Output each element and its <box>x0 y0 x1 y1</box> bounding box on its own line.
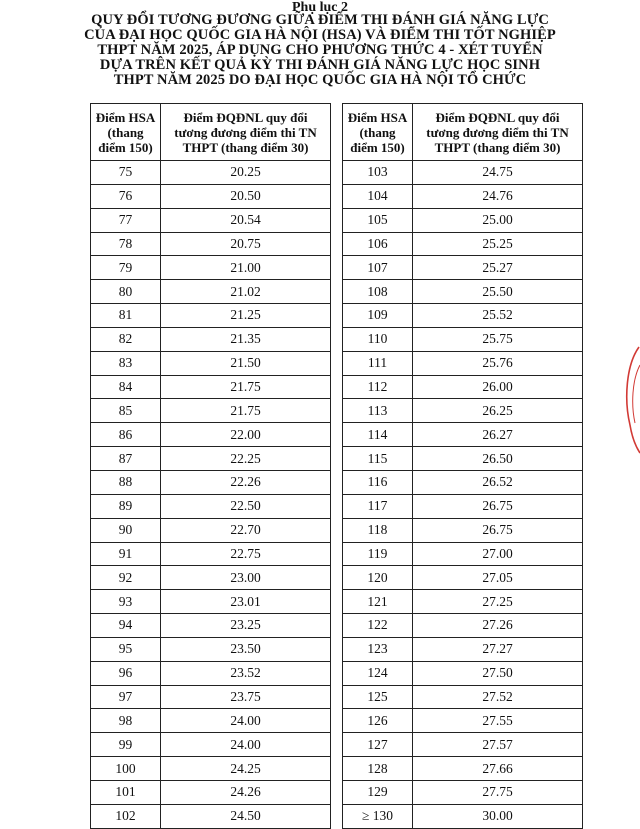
hsa-score-cell: 99 <box>91 733 161 757</box>
hsa-score-cell: 81 <box>91 304 161 328</box>
converted-score-cell: 27.52 <box>413 685 583 709</box>
converted-score-cell: 26.52 <box>413 470 583 494</box>
table-row <box>343 161 583 185</box>
red-stamp-edge <box>622 345 640 455</box>
table-row <box>91 470 331 494</box>
converted-score-cell: 22.25 <box>161 447 331 471</box>
converted-score-cell: 27.57 <box>413 733 583 757</box>
header-line: Điểm HSA <box>95 109 156 125</box>
title-line: QUY ĐỔI TƯƠNG ĐƯƠNG GIỮA ĐIỂM THI ĐÁNH GIÁ NĂNG LỰC <box>91 12 549 28</box>
table-row <box>91 280 331 304</box>
title-line: THPT NĂM 2025, ÁP DỤNG CHO PHƯƠNG THỨC 4 - XÉT TUYỂN <box>97 42 543 58</box>
hsa-score-cell: 126 <box>343 709 413 733</box>
converted-score-cell: 20.75 <box>161 232 331 256</box>
header-line: Điểm HSA <box>347 109 408 125</box>
converted-score-cell: 24.26 <box>161 780 331 804</box>
table-row <box>343 685 583 709</box>
table-row <box>343 614 583 638</box>
converted-score-cell: 24.50 <box>161 804 331 828</box>
table-row <box>91 232 331 256</box>
hsa-score-cell: 86 <box>91 423 161 447</box>
hsa-score-cell: 98 <box>91 709 161 733</box>
appendix-label: Phụ lục 2 <box>291 0 348 15</box>
table-row <box>91 327 331 351</box>
title-line: THPT NĂM 2025 DO ĐẠI HỌC QUỐC GIA HÀ NỘI TỔ CHỨC <box>113 72 527 88</box>
converted-score-cell: 27.75 <box>413 780 583 804</box>
converted-score-cell: 25.76 <box>413 351 583 375</box>
hsa-score-cell: 92 <box>91 566 161 590</box>
converted-score-cell: 26.75 <box>413 518 583 542</box>
hsa-score-cell: 101 <box>91 780 161 804</box>
header-line: THPT (thang điểm 30) <box>434 139 561 155</box>
converted-score-cell: 20.54 <box>161 208 331 232</box>
table-row <box>91 804 331 828</box>
converted-score-cell: 21.35 <box>161 327 331 351</box>
hsa-score-cell: 125 <box>343 685 413 709</box>
hsa-score-cell: 80 <box>91 280 161 304</box>
hsa-score-cell: 91 <box>91 542 161 566</box>
converted-score-cell: 27.26 <box>413 614 583 638</box>
converted-score-cell: 24.25 <box>161 757 331 781</box>
table-row <box>343 470 583 494</box>
table-row <box>343 566 583 590</box>
converted-score-cell: 25.50 <box>413 280 583 304</box>
table-row <box>343 256 583 280</box>
hsa-score-cell: 113 <box>343 399 413 423</box>
converted-score-cell: 25.00 <box>413 208 583 232</box>
table-row <box>343 280 583 304</box>
table-row <box>91 256 331 280</box>
table-row <box>343 494 583 518</box>
converted-score-cell: 22.00 <box>161 423 331 447</box>
converted-score-cell: 22.26 <box>161 470 331 494</box>
table-row <box>343 423 583 447</box>
table-row <box>343 327 583 351</box>
hsa-score-cell: 129 <box>343 780 413 804</box>
hsa-score-cell: 84 <box>91 375 161 399</box>
hsa-score-cell: 102 <box>91 804 161 828</box>
table-row <box>343 590 583 614</box>
converted-score-cell: 25.52 <box>413 304 583 328</box>
table-row <box>91 423 331 447</box>
converted-score-cell: 24.75 <box>413 161 583 185</box>
converted-score-cell: 25.27 <box>413 256 583 280</box>
table-row <box>343 542 583 566</box>
hsa-score-cell: 112 <box>343 375 413 399</box>
table-row <box>343 184 583 208</box>
hsa-score-cell: 105 <box>343 208 413 232</box>
hsa-score-cell: 88 <box>91 470 161 494</box>
header-line: tương đương điểm thi TN <box>426 124 569 140</box>
header-line: điểm 150) <box>350 139 405 155</box>
hsa-score-cell: 117 <box>343 494 413 518</box>
table-header-row <box>343 104 583 161</box>
table-row <box>91 780 331 804</box>
table-row <box>91 518 331 542</box>
header-line: THPT (thang điểm 30) <box>182 139 309 155</box>
converted-score-cell: 27.50 <box>413 661 583 685</box>
table-row <box>91 685 331 709</box>
table-row <box>343 375 583 399</box>
hsa-score-cell: 93 <box>91 590 161 614</box>
table-row <box>91 542 331 566</box>
table-row <box>343 804 583 828</box>
hsa-score-cell: 103 <box>343 161 413 185</box>
converted-score-cell: 23.01 <box>161 590 331 614</box>
hsa-score-cell: 89 <box>91 494 161 518</box>
converted-score-cell: 27.00 <box>413 542 583 566</box>
hsa-score-cell: 90 <box>91 518 161 542</box>
hsa-score-cell: 94 <box>91 614 161 638</box>
converted-score-cell: 20.25 <box>161 161 331 185</box>
table-row <box>91 447 331 471</box>
converted-score-cell: 26.50 <box>413 447 583 471</box>
converted-score-cell: 24.00 <box>161 709 331 733</box>
table-row <box>91 661 331 685</box>
converted-score-cell: 21.02 <box>161 280 331 304</box>
converted-score-cell: 27.27 <box>413 637 583 661</box>
hsa-score-cell: 118 <box>343 518 413 542</box>
hsa-score-cell: 122 <box>343 614 413 638</box>
converted-score-cell: 21.00 <box>161 256 331 280</box>
hsa-score-cell: 83 <box>91 351 161 375</box>
hsa-score-cell: 114 <box>343 423 413 447</box>
hsa-score-cell: 97 <box>91 685 161 709</box>
hsa-score-cell: 111 <box>343 351 413 375</box>
converted-score-cell: 26.00 <box>413 375 583 399</box>
header-line: Điểm ĐQĐNL quy đổi <box>183 109 308 125</box>
converted-score-cell: 23.00 <box>161 566 331 590</box>
table-row <box>343 637 583 661</box>
document-title <box>0 13 640 88</box>
hsa-score-cell: 121 <box>343 590 413 614</box>
header-line: Điểm ĐQĐNL quy đổi <box>435 109 560 125</box>
table-row <box>343 709 583 733</box>
hsa-score-cell: 127 <box>343 733 413 757</box>
converted-score-cell: 27.55 <box>413 709 583 733</box>
converted-score-cell: 22.70 <box>161 518 331 542</box>
table-row <box>91 733 331 757</box>
hsa-score-cell: 76 <box>91 184 161 208</box>
table-row <box>343 208 583 232</box>
hsa-score-cell: 75 <box>91 161 161 185</box>
hsa-score-cell: 110 <box>343 327 413 351</box>
table-row <box>343 518 583 542</box>
converted-score-cell: 21.75 <box>161 399 331 423</box>
converted-score-cell: 23.75 <box>161 685 331 709</box>
table-header-row <box>91 104 331 161</box>
table-row <box>343 304 583 328</box>
table-row <box>91 709 331 733</box>
table-row <box>91 208 331 232</box>
converted-score-cell: 25.75 <box>413 327 583 351</box>
converted-score-cell: 27.25 <box>413 590 583 614</box>
converted-score-cell: 30.00 <box>413 804 583 828</box>
table-row <box>91 399 331 423</box>
table-row <box>343 399 583 423</box>
converted-score-cell: 22.50 <box>161 494 331 518</box>
hsa-score-cell: 108 <box>343 280 413 304</box>
conversion-table-left <box>90 103 331 829</box>
hsa-score-cell: 116 <box>343 470 413 494</box>
converted-score-cell: 23.25 <box>161 614 331 638</box>
converted-score-cell: 27.05 <box>413 566 583 590</box>
table-row <box>91 494 331 518</box>
converted-score-cell: 23.50 <box>161 637 331 661</box>
table-row <box>91 566 331 590</box>
table-row <box>343 780 583 804</box>
table-row <box>91 614 331 638</box>
hsa-score-cell: 96 <box>91 661 161 685</box>
hsa-score-cell: 119 <box>343 542 413 566</box>
hsa-score-cell: 95 <box>91 637 161 661</box>
table-row <box>343 661 583 685</box>
header-line: điểm 150) <box>98 139 153 155</box>
converted-score-cell: 26.27 <box>413 423 583 447</box>
header-converted-score <box>413 104 583 161</box>
hsa-score-cell: 128 <box>343 757 413 781</box>
table-row <box>343 351 583 375</box>
conversion-table-right <box>342 103 583 829</box>
hsa-score-cell: 120 <box>343 566 413 590</box>
table-row <box>343 733 583 757</box>
header-line: (thang <box>359 124 396 140</box>
converted-score-cell: 20.50 <box>161 184 331 208</box>
hsa-score-cell: 78 <box>91 232 161 256</box>
table-row <box>91 757 331 781</box>
hsa-score-cell: 123 <box>343 637 413 661</box>
hsa-score-cell: 109 <box>343 304 413 328</box>
table-row <box>343 447 583 471</box>
title-line: CỦA ĐẠI HỌC QUỐC GIA HÀ NỘI (HSA) VÀ ĐIỂM THI TỐT NGHIỆP <box>84 27 556 43</box>
table-row <box>343 232 583 256</box>
table-row <box>343 757 583 781</box>
converted-score-cell: 24.00 <box>161 733 331 757</box>
hsa-score-cell: 124 <box>343 661 413 685</box>
title-line: DỰA TRÊN KẾT QUẢ KỲ THI ĐÁNH GIÁ NĂNG LỰC HỌC SINH <box>99 57 541 73</box>
converted-score-cell: 25.25 <box>413 232 583 256</box>
table-row <box>91 161 331 185</box>
hsa-score-cell: 79 <box>91 256 161 280</box>
hsa-score-cell: 100 <box>91 757 161 781</box>
table-row <box>91 351 331 375</box>
header-line: (thang <box>107 124 144 140</box>
converted-score-cell: 21.25 <box>161 304 331 328</box>
converted-score-cell: 24.76 <box>413 184 583 208</box>
header-hsa-score <box>343 104 413 161</box>
converted-score-cell: 21.50 <box>161 351 331 375</box>
table-row <box>91 590 331 614</box>
hsa-score-cell: 87 <box>91 447 161 471</box>
header-converted-score <box>161 104 331 161</box>
table-row <box>91 304 331 328</box>
hsa-score-cell: 77 <box>91 208 161 232</box>
hsa-score-cell: 107 <box>343 256 413 280</box>
table-row <box>91 637 331 661</box>
converted-score-cell: 27.66 <box>413 757 583 781</box>
converted-score-cell: 22.75 <box>161 542 331 566</box>
hsa-score-cell: 104 <box>343 184 413 208</box>
hsa-score-cell: 82 <box>91 327 161 351</box>
table-row <box>91 184 331 208</box>
converted-score-cell: 21.75 <box>161 375 331 399</box>
hsa-score-cell: 106 <box>343 232 413 256</box>
table-row <box>91 375 331 399</box>
converted-score-cell: 26.75 <box>413 494 583 518</box>
hsa-score-cell: 85 <box>91 399 161 423</box>
converted-score-cell: 26.25 <box>413 399 583 423</box>
converted-score-cell: 23.52 <box>161 661 331 685</box>
header-hsa-score <box>91 104 161 161</box>
hsa-score-cell: ≥ 130 <box>343 804 413 828</box>
hsa-score-cell: 115 <box>343 447 413 471</box>
header-line: tương đương điểm thi TN <box>174 124 317 140</box>
